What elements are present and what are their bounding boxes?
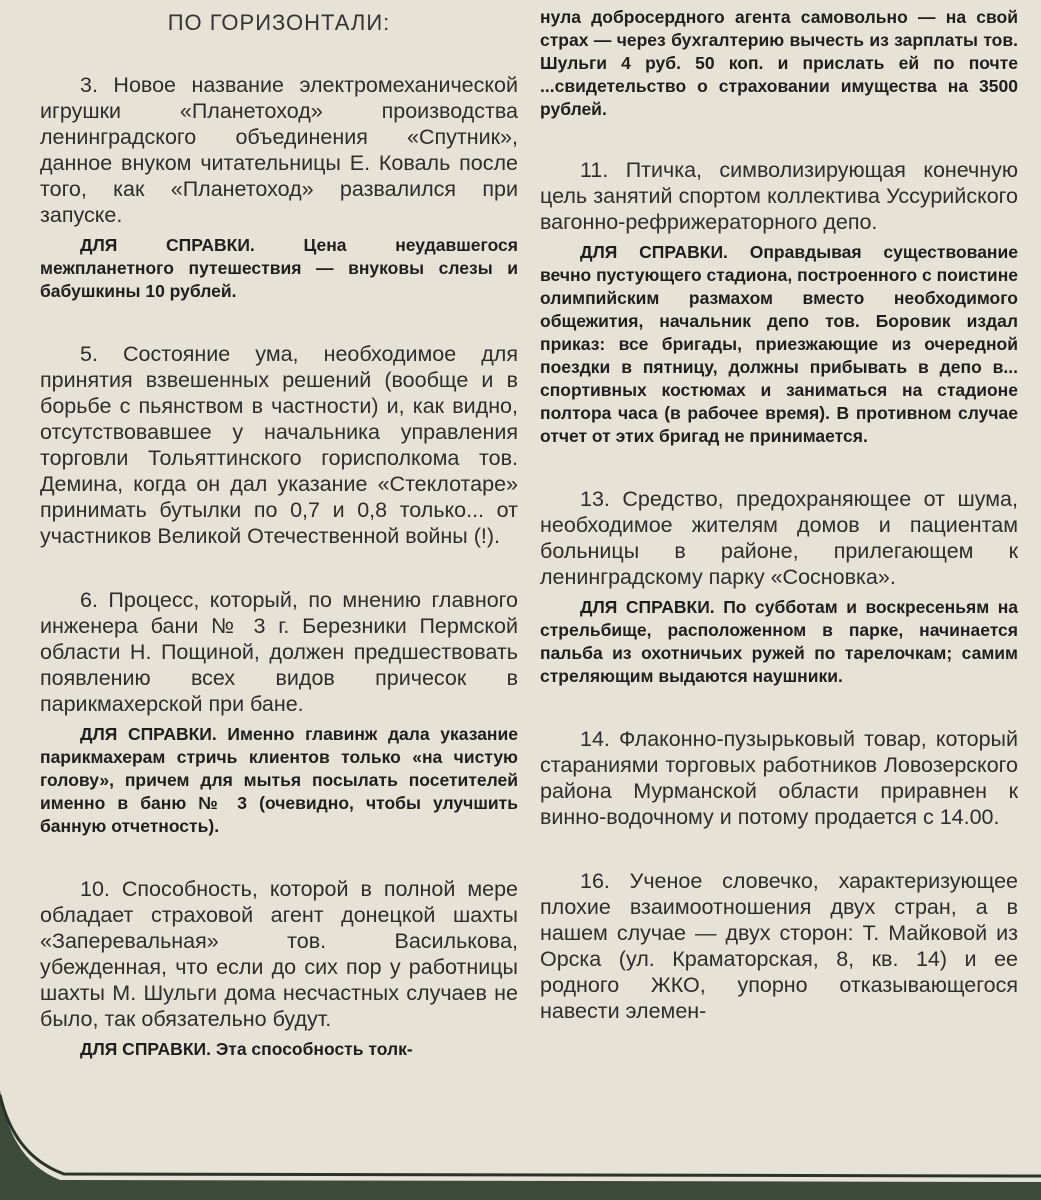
- reference-label: ДЛЯ СПРАВКИ.: [80, 235, 255, 255]
- clue-reference: [40, 1038, 518, 1061]
- clue-item: [540, 726, 1018, 830]
- clue-item: [40, 876, 518, 1061]
- reference-text: Цена неудавшегося межпланетного путешествия — внуковы слезы и бабушкины 10 рублей.: [40, 235, 518, 301]
- reference-label: ДЛЯ СПРАВКИ.: [80, 724, 217, 744]
- reference-text: Именно главинж дала указание парикмахерам стричь клиентов только «на чистую голову», причем для мытья посылать посетителей именно в баню № 3 (очевидно, чтобы улучшить банную отчетность).: [40, 724, 518, 836]
- reference-text: По субботам и воскресеньям на стрельбище, расположенном в парке, начинается пальба из охотничьих ружей по тарелочкам; самим стреляющим выдаются наушники.: [540, 597, 1019, 686]
- reference-label: ДЛЯ СПРАВКИ.: [580, 597, 715, 617]
- clue-text: 11. Птичка, символизирующая конечную цель занятий спортом коллектива Уссурийского вагонно-рефрижераторного депо.: [540, 158, 1018, 234]
- reference-label: ДЛЯ СПРАВКИ.: [80, 1039, 211, 1059]
- clue-text: 10. Способность, которой в полной мере обладает страховой агент донецкой шахты «Заперевальная» тов. Василькова, убежденная, что если до сих пор у работницы шахты М. Шульги дома несчастных случаев не было, так обязательно будут.: [40, 877, 518, 1031]
- clue-reference: [40, 234, 518, 303]
- reference-text: Оправдывая существование вечно пустующего стадиона, построенного с поистине олимпийским размахом вместо необходимого общежития, начальник депо тов. Боровик издал приказ: все бригады, приезжающие из очередной поездки в пятницу, должны прибывать в депо в... спортивных костюмах и заниматься на стадионе полтора часа (в рабочее время). В противном случае отчет от этих бригад не принимается.: [540, 242, 1018, 446]
- reference-label: ДЛЯ СПРАВКИ.: [580, 242, 728, 262]
- binding-shadow: [0, 1090, 1041, 1200]
- section-heading: ПО ГОРИЗОНТАЛИ:: [167, 10, 391, 35]
- clue-reference: [540, 596, 1018, 688]
- reference-text: Эта способность толк-: [215, 1039, 413, 1059]
- binding-line: [0, 1095, 1041, 1176]
- page-bottom-edge: [0, 1090, 1041, 1200]
- clue-reference: [540, 241, 1018, 448]
- clue-item: [540, 157, 1018, 448]
- clue-text: 5. Состояние ума, необходимое для принятия взвешенных решений (вообще и в борьбе с пьянством в частности) и, как видно, отсутствовавшее у начальника управления торговли Тольяттинского горисполкома тов. Демина, когда он дал указание «Стеклотаре» принимать бутылки по 0,7 и 0,8 только... от участников Великой Отечественной войны (!).: [40, 342, 518, 548]
- clue-item: [40, 587, 518, 838]
- clue-text: 13. Средство, предохраняющее от шума, необходимое жителям домов и пациентам больницы в районе, прилегающем к ленинградскому парку «Сосновка».: [540, 487, 1018, 589]
- clue-reference: [40, 723, 518, 838]
- clue-item: [540, 486, 1018, 688]
- clue-item: [40, 72, 518, 303]
- clue-text: 14. Флаконно-пузырьковый товар, который стараниями торговых работников Ловозерского района Мурманской области приравнен к винно-водочному и потому продается с 14.00.: [540, 727, 1018, 829]
- clue-text: 6. Процесс, который, по мнению главного инженера бани № 3 г. Березники Пермской области Н. Пощиной, должен предшествовать появлению всех видов причесок в парикмахерской при бане.: [40, 588, 518, 716]
- clue-text: 3. Новое название электромеханической игрушки «Планетоход» производства ленинградского объединения «Спутник», данное внуком читательницы Е. Коваль после того, как «Планетоход» развалился при запуске.: [40, 73, 518, 227]
- left-column: [40, 0, 518, 1099]
- clue-item: [40, 341, 518, 549]
- reference-continuation: нула добросердного агента самовольно — на свой страх — через бухгалтерию вычесть из зарплаты тов. Шульги 4 руб. 50 коп. и прислать ей по почте ...свидетельство о страховании имущества на 3500 рублей.: [540, 7, 1018, 119]
- clue-item: [540, 868, 1018, 1024]
- clue-text: 16. Ученое словечко, характеризующее плохие взаимоотношения двух стран, а в нашем случае — двух сторон: Т. Майковой из Орска (ул. Краматорская, 8, кв. 14) и ее родного ЖКО, упорно отказывающегося навести элемен-: [540, 869, 1018, 1023]
- right-column: [540, 0, 1018, 1062]
